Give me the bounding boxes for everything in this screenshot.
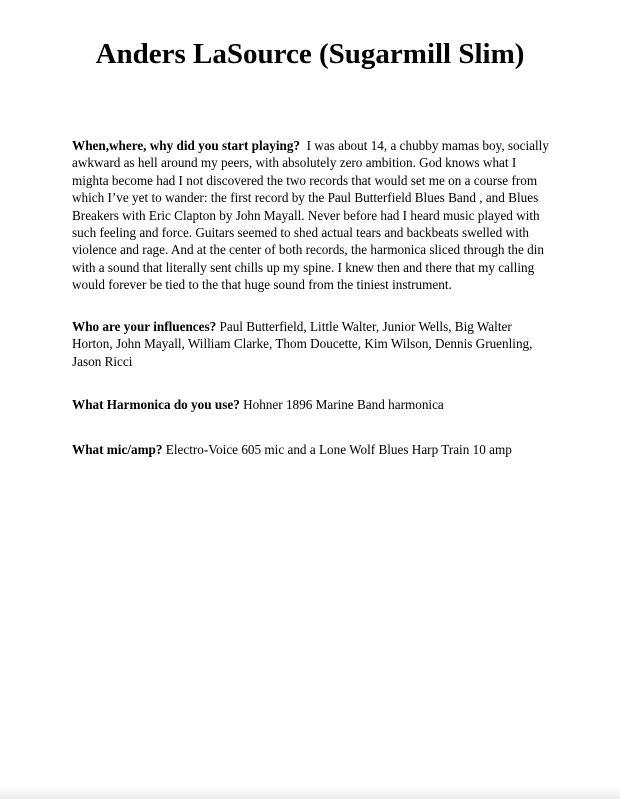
qa-influences [72, 318, 552, 370]
qa-mic-amp [72, 441, 552, 458]
qa-start-playing [72, 137, 552, 294]
question-label: When,where, why did you start playing? [72, 138, 301, 153]
answer-text: Electro-Voice 605 mic and a Lone Wolf Blues Harp Train 10 amp [165, 442, 512, 457]
question-label: What Harmonica do you use? [72, 397, 240, 412]
question-label: Who are your influences? [72, 319, 217, 334]
answer-text: Paul Butterfield, Little Walter, Junior Wells, Big Walter Horton, John Mayall, William Clarke, Thom Doucette, Kim Wilson, Dennis Gruenling, Jason Ricci [72, 319, 533, 369]
qa-harmonica [72, 396, 552, 413]
page-title: Anders LaSource (Sugarmill Slim) [95, 38, 525, 70]
answer-text: Hohner 1896 Marine Band harmonica [243, 397, 444, 412]
question-label: What mic/amp? [72, 442, 163, 457]
answer-text: I was about 14, a chubby mamas boy, socially awkward as hell around my peers, with absolutely zero ambition. God knows what I mighta become had I not discovered the two records that would set me on a course from which I’ve yet to wander: the first record by the Paul Butterfield Blues Band , and Blues Breakers with Eric Clapton by John Mayall. Never before had I heard music played with such feeling and force. Guitars seemed to shed actual tears and backbeats swelled with violence and rage. And at the center of both records, the harmonica sliced through the din with a sound that literally sent chills up my spine. I knew then and there that my calling would forever be tied to the that huge sound from the tiniest instrument. [72, 138, 549, 293]
page-bottom-shadow [0, 785, 620, 799]
